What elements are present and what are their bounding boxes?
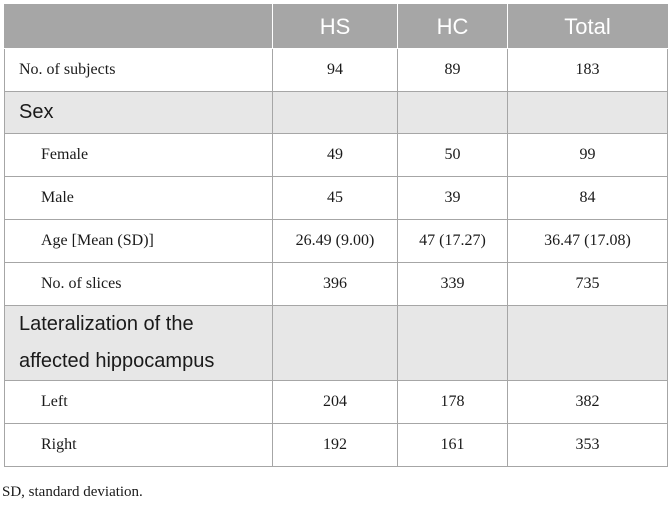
cell-total: 183: [508, 49, 668, 92]
table-row: [5, 381, 668, 424]
section-empty-cell: [508, 342, 668, 381]
section-empty-cell: [273, 342, 398, 381]
section-empty-cell: [273, 92, 398, 134]
cell-hs: 94: [273, 49, 398, 92]
cell-total: 382: [508, 381, 668, 424]
row-label: Age [Mean (SD)]: [5, 220, 273, 263]
section-empty-cell: [508, 306, 668, 343]
header-empty-cell: [5, 5, 273, 49]
table-header-row: [5, 5, 668, 49]
table-footnote: SD, standard deviation.: [2, 484, 143, 500]
row-label: Male: [5, 177, 273, 220]
cell-hs: 192: [273, 424, 398, 467]
table-row: [5, 220, 668, 263]
cell-total: 735: [508, 263, 668, 306]
row-label: Right: [5, 424, 273, 467]
header-hc: HC: [398, 5, 508, 49]
section-row-lateralization: [5, 306, 668, 343]
row-label: Left: [5, 381, 273, 424]
cell-hc: 339: [398, 263, 508, 306]
section-empty-cell: [398, 92, 508, 134]
table-row: [5, 134, 668, 177]
cell-total: 36.47 (17.08): [508, 220, 668, 263]
cell-total: 99: [508, 134, 668, 177]
table-row: [5, 177, 668, 220]
section-row-sex: [5, 92, 668, 134]
cell-hs: 204: [273, 381, 398, 424]
cell-hs: 396: [273, 263, 398, 306]
section-empty-cell: [273, 306, 398, 343]
section-empty-cell: [398, 342, 508, 381]
cell-hc: 50: [398, 134, 508, 177]
cell-hc: 89: [398, 49, 508, 92]
header-hs: HS: [273, 5, 398, 49]
table-row: [5, 424, 668, 467]
cell-hs: 26.49 (9.00): [273, 220, 398, 263]
row-label: No. of slices: [5, 263, 273, 306]
demographics-table: [4, 4, 668, 467]
table-row: [5, 49, 668, 92]
demographics-table-container: [4, 4, 667, 467]
cell-total: 353: [508, 424, 668, 467]
row-label: Female: [5, 134, 273, 177]
cell-hc: 39: [398, 177, 508, 220]
cell-hc: 47 (17.27): [398, 220, 508, 263]
table-row: [5, 263, 668, 306]
header-total: Total: [508, 5, 668, 49]
row-label: No. of subjects: [5, 49, 273, 92]
cell-hs: 49: [273, 134, 398, 177]
cell-hc: 161: [398, 424, 508, 467]
section-label-line2: affected hippocampus: [5, 342, 273, 381]
section-label: Sex: [5, 92, 273, 134]
cell-total: 84: [508, 177, 668, 220]
section-empty-cell: [508, 92, 668, 134]
section-row-lateralization-cont: [5, 342, 668, 381]
cell-hc: 178: [398, 381, 508, 424]
section-empty-cell: [398, 306, 508, 343]
cell-hs: 45: [273, 177, 398, 220]
section-label-line1: Lateralization of the: [5, 306, 273, 343]
